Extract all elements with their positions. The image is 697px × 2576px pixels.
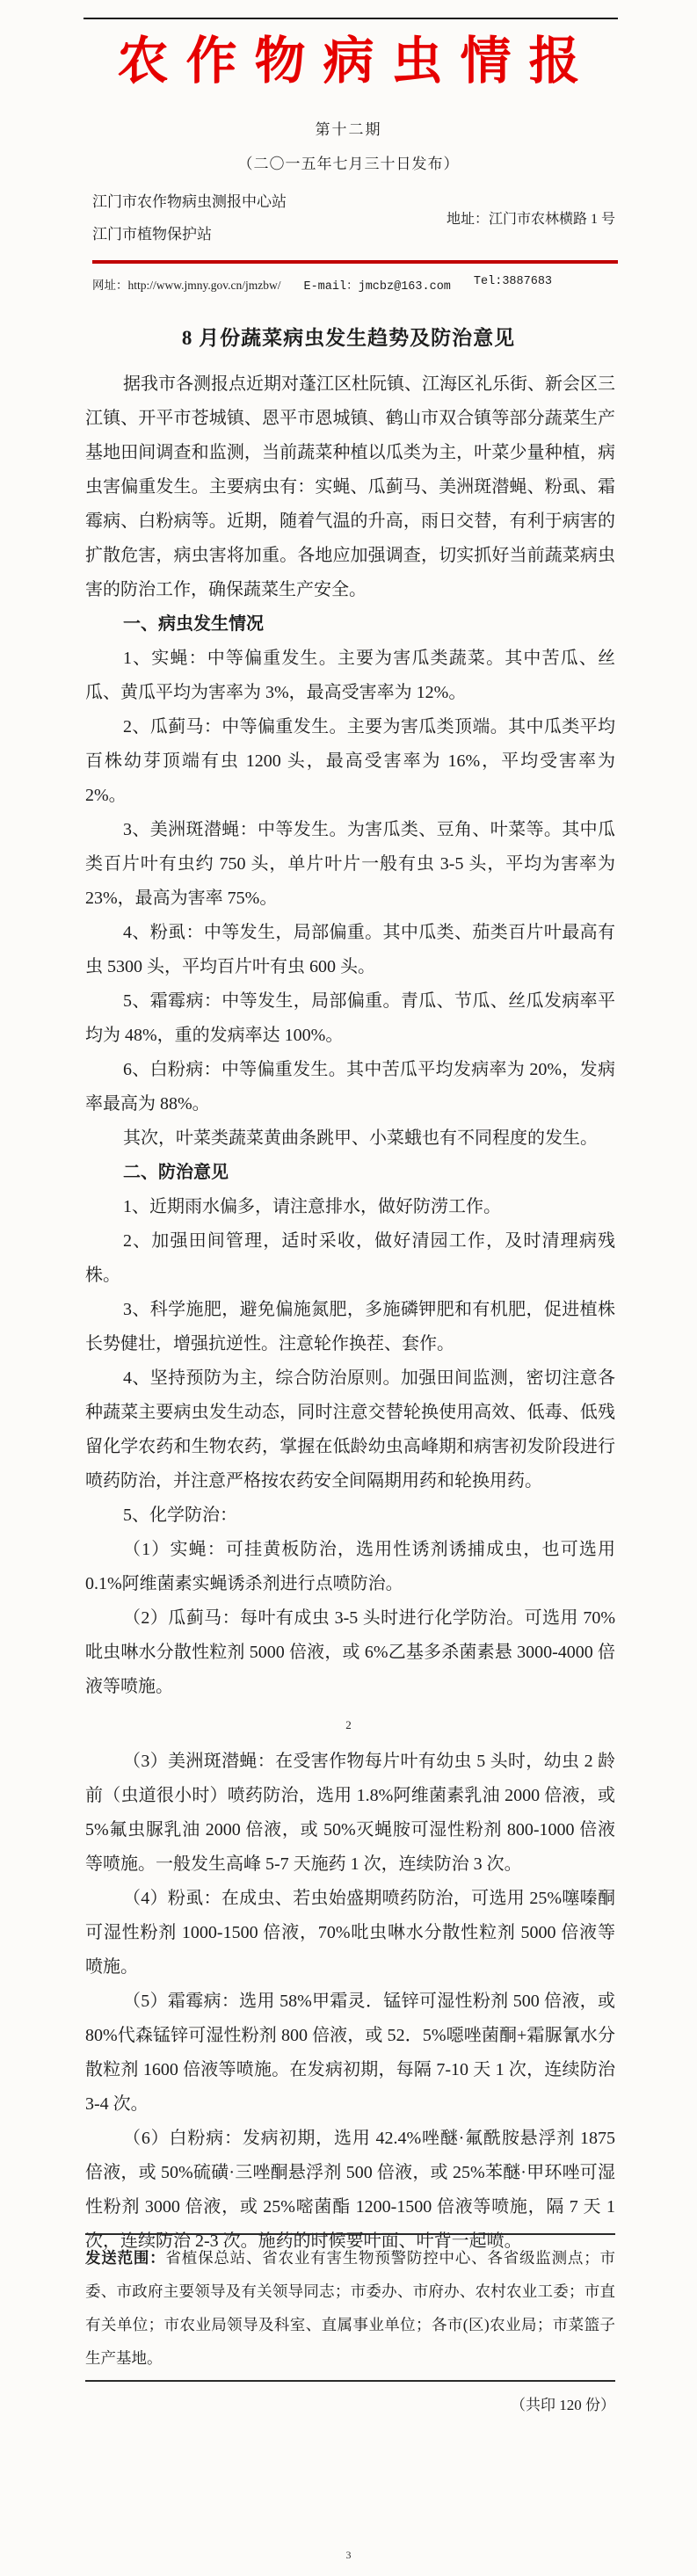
release-date: （二〇一五年七月三十日发布） — [237, 155, 460, 172]
pest-item-others: 其次，叶菜类蔬菜黄曲条跳甲、小菜蛾也有不同程度的发生。 — [123, 1128, 598, 1148]
email: E-mail：jmcbz@163.com — [303, 279, 451, 294]
control-item-chemical-heading: 5、化学防治： — [123, 1505, 237, 1525]
section-2-heading: 二、防治意见 — [123, 1162, 229, 1182]
intro-paragraph: 据我市各测报点近期对蓬江区杜阮镇、江海区礼乐街、新会区三江镇、开平市苍城镇、恩平市恩城镇、鹤山市双合镇等部分蔬菜生产基地田间调查和监测，当前蔬菜种植以瓜类为主，叶菜少量种植，病虫害偏重发生。主要病虫有：实蝇、瓜蓟马、美洲斑潜蝇、粉虱、霜霉病、白粉病等。近期，随着气温的升高，雨日交替，有利于病害的扩散危害，病虫害将加重。各地应加强调查，切实抓好当前蔬菜病虫害的防治工作，确保蔬菜生产安全。 — [85, 374, 615, 599]
pest-item-leafminer: 3、美洲斑潜蝇：中等发生。为害瓜类、豆角、叶菜等。其中瓜类百片叶有虫约 750 头，单片叶片一般有虫 3-5 头，平均为害率为 23%，最高为害率 75%。 — [85, 819, 615, 908]
pest-item-fruit-fly: 1、实蝇：中等偏重发生。主要为害瓜类蔬菜。其中苦瓜、丝瓜、黄瓜平均为害率为 3%，最高受害率为 12%。 — [85, 648, 615, 702]
pest-item-melon-thrips: 2、瓜蓟马：中等偏重发生。主要为害瓜类顶端。其中瓜类平均百株幼芽顶端有虫 1200 头，最高受害率为 16%，平均受害率为 2%。 — [85, 716, 615, 805]
address: 地址：江门市农林横路 1 号 — [446, 212, 615, 227]
footer-divider-top — [85, 2233, 615, 2235]
control-item-prevention-principle: 4、坚持预防为主，综合防治原则。加强田间监测，密切注意各种蔬菜主要病虫发生动态，同时注意交替轮换使用高效、低毒、低残留化学农药和生物农药，掌握在低龄幼虫高峰期和病害初发阶段进行喷药防治，并注意严格按农药安全间隔期用药和轮换用药。 — [85, 1368, 615, 1491]
pest-item-whitefly: 4、粉虱：中等发生，局部偏重。其中瓜类、茄类百片叶最高有虫 5300 头，平均百片叶有虫 600 头。 — [85, 922, 615, 976]
page-3-number: 3 — [345, 2549, 352, 2561]
control-item-downy-mildew: （5）霜霉病：选用 58%甲霜灵．锰锌可湿性粉剂 500 倍液，或 80%代森锰锌可湿性粉剂 800 倍液，或 52．5%噁唑菌酮+霜脲氰水分散粒剂 1600 倍液等喷施。在发病初期，每隔 7-10 天 1 次，连续防治 3-4 次。 — [85, 1991, 615, 2114]
contact-row — [92, 275, 618, 294]
control-item-powdery-mildew: （6）白粉病：发病初期，选用 42.4%唑醚·氟酰胺悬浮剂 1875 倍液，或 50%硫磺·三唑酮悬浮剂 500 倍液，或 25%苯醚·甲环唑可湿性粉剂 3000 倍液，或 25%嘧菌酯 1200-1500 倍液等喷施，隔 7 天 1 次，连续防治 2-3 次。施药的时候要叶面、叶背一起喷。 — [85, 2128, 615, 2251]
masthead-title: 农作物病虫情报 — [117, 33, 598, 90]
publisher-names — [92, 185, 287, 250]
article-title: 8 月份蔬菜病虫发生趋势及防治意见 — [181, 326, 516, 349]
issue-number: 第十二期 — [315, 120, 382, 138]
distribution-body: 省植保总站、省农业有害生物预警防控中心、各省级监测点；市委、市政府主要领导及有关领导同志；市委办、市府办、农村农业工委；市直有关单位；市农业局领导及科室、直属事业单位；各市(区)农业局；市菜篮子生产基地。 — [85, 2249, 615, 2367]
control-item-fruit-fly: （1）实蝇：可挂黄板防治，选用性诱剂诱捕成虫，也可选用 0.1%阿维菌素实蝇诱杀剂进行点喷防治。 — [85, 1539, 615, 1593]
top-divider — [83, 18, 618, 19]
publisher-block — [92, 185, 615, 250]
red-divider — [92, 260, 618, 264]
control-item-drainage: 1、近期雨水偏多，请注意排水，做好防涝工作。 — [123, 1196, 501, 1216]
pest-item-powdery-mildew: 6、白粉病：中等偏重发生。其中苦瓜平均发病率为 20%，发病率最高为 88%。 — [85, 1059, 615, 1114]
telephone: Tel:3887683 — [473, 274, 553, 288]
control-item-fertilization: 3、科学施肥，避免偏施氮肥，多施磷钾肥和有机肥，促进植株长势健壮，增强抗逆性。注意轮作换茬、套作。 — [85, 1299, 615, 1353]
org-name-monitoring-station: 江门市农作物病虫测报中心站 — [92, 192, 287, 210]
distribution-footer — [85, 2233, 615, 2414]
control-item-leafminer: （3）美洲斑潜蝇：在受害作物每片叶有幼虫 5 头时，幼虫 2 龄前（虫道很小时）喷药防治，选用 1.8%阿维菌素乳油 2000 倍液，或 5%氟虫脲乳油 2000 倍液，或 50%灭蝇胺可湿性粉剂 800-1000 倍液等喷施。一般发生高峰 5-7 天施药 1 次，连续防治 3 次。 — [85, 1751, 615, 1874]
control-item-whitefly: （4）粉虱：在成虫、若虫始盛期喷药防治，可选用 25%噻嗪酮可湿性粉剂 1000-1500 倍液，70%吡虫啉水分散性粒剂 5000 倍液等喷施。 — [85, 1888, 615, 1977]
footer-divider-bottom — [85, 2380, 615, 2382]
org-name-plant-protection-station: 江门市植物保护站 — [92, 225, 212, 243]
page-2-number: 2 — [345, 1717, 352, 1731]
pest-item-downy-mildew: 5、霜霉病：中等发生，局部偏重。青瓜、节瓜、丝瓜发病率平均为 48%，重的发病率达 100%。 — [85, 990, 615, 1045]
distribution-label: 发送范围： — [85, 2249, 166, 2267]
section-1-heading: 一、病虫发生情况 — [123, 613, 264, 634]
control-item-melon-thrips: （2）瓜蓟马：每叶有成虫 3-5 头时进行化学防治。可选用 70%吡虫啉水分散性粒剂 5000 倍液，或 6%乙基多杀菌素悬 3000-4000 倍液等喷施。 — [85, 1607, 615, 1696]
control-item-field-management: 2、加强田间管理，适时采收，做好清园工作，及时清理病残株。 — [85, 1230, 615, 1285]
print-count: （共印 120 份） — [511, 2397, 615, 2413]
distribution-scope — [85, 2241, 615, 2375]
website: 网址：http://www.jmny.gov.cn/jmzbw/ — [92, 278, 281, 292]
